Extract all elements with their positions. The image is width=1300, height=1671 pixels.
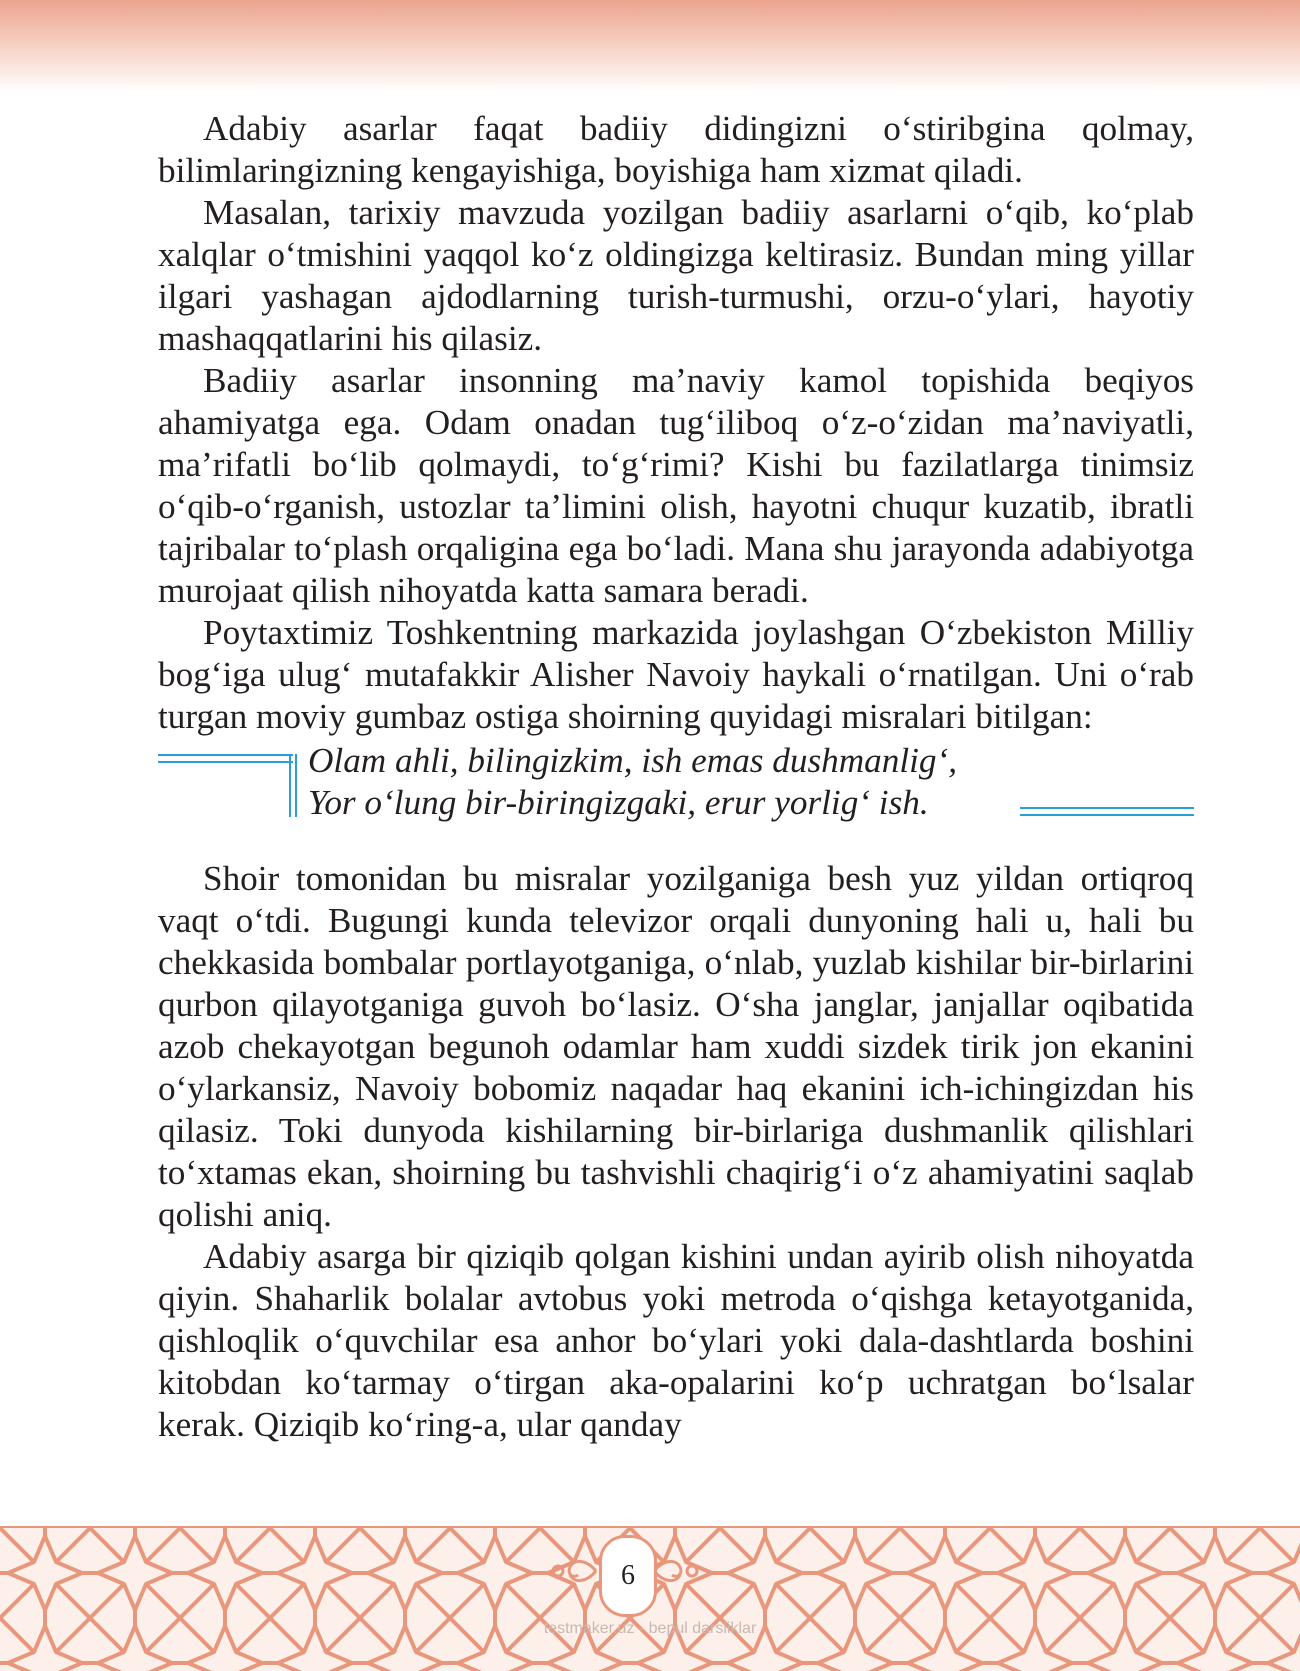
paragraph-2: Masalan, tarixiy mavzuda yozilgan badiiy asarlarni o‘qib, ko‘plab xalqlar o‘tmishini yaqqol ko‘z oldingizga keltirasiz. Bundan ming yillar ilgari yashagan ajdodlarning turish-turmushi, orzu-o‘ylari, hayotiy mashaqqatlarini his qilasiz. [158,193,1194,358]
verse-quote [158,740,1194,826]
paragraph-6: Adabiy asarga bir qiziqib qolgan kishini undan ayirib olish nihoyatda qiyin. Shaharlik bolalar avtobus yoki metroda o‘qishga ketayotganida, qishloqlik o‘quvchilar esa anhor bo‘ylari yoki dala-dashtlarda boshini kitobdan ko‘tarmay o‘tirgan aka-opalarini ko‘p uchratgan bo‘lsalar kerak. Qiziqib ko‘ring-a, ular qanday [158,1237,1194,1444]
paragraph-1: Adabiy asarlar faqat badiiy didingizni o‘stiribgina qolmay, bilimlaringizning kengayishiga, boyishiga ham xizmat qiladi. [158,109,1194,190]
quote-bracket-left [158,754,293,763]
quote-bracket-right [1020,807,1194,816]
page-number: 6 [621,1560,635,1591]
page-text [158,108,1194,1446]
verse-line-2: Yor o‘lung bir-biringizgaki, erur yorlig‘ ish. [308,783,929,822]
watermark-text: testmaker.uz - bepul darsliklar [543,1620,757,1637]
quote-bracket-left-vertical [289,754,297,817]
top-decorative-band [0,0,1300,92]
paragraph-5: Shoir tomonidan bu misralar yozilganiga besh yuz yildan ortiqroq vaqt o‘tdi. Bugungi kunda televizor orqali dunyoning hali u, hali bu chekkasida bombalar portlayotganiga, o‘nlab, yuzlab kishilar bir-birlarini qurbon qilayotganiga guvoh bo‘lasiz. O‘sha janglar, janjallar oqibatida azob chekayotgan begunoh odamlar ham xuddi sizdek tirik jon ekanini o‘ylarkansiz, Navoiy bobomiz naqadar haq ekanini ich-ichingizdan his qilasiz. Toki dunyoda kishilarning bir-birlariga dushmanlik qilishlari to‘xtamas ekan, shoirning bu tashvishli chaqirig‘i o‘z ahamiyatini saqlab qolishi aniq. [158,859,1194,1234]
verse-line-1: Olam ahli, bilingizkim, ish emas dushmanlig‘, [308,741,958,780]
page-number-medallion [599,1535,657,1617]
right-scroll-ornament-icon [652,1553,702,1589]
paragraph-3: Badiiy asarlar insonning ma’naviy kamol topishida beqiyos ahamiyatga ega. Odam onadan tug‘iliboq o‘z-o‘zidan ma’naviyatli, ma’rifatli bo‘lib qolmaydi, to‘g‘rimi? Kishi bu fazilatlarga tinimsiz o‘qib-o‘rganish, ustozlar ta’limini olish, hayotni chuqur kuzatib, ibratli tajribalar to‘plash orqaligina ega bo‘ladi. Mana shu jarayonda adabiyotga murojaat qilish nihoyatda katta samara beradi. [158,361,1194,610]
paragraph-4: Poytaxtimiz Toshkentning markazida joylashgan O‘zbekiston Milliy bog‘iga ulug‘ mutafakkir Alisher Navoiy haykali o‘rnatilgan. Uni o‘rab turgan moviy gumbaz ostiga shoirning quyidagi misralari bitilgan: [158,613,1194,736]
left-scroll-ornament-icon [548,1553,598,1589]
